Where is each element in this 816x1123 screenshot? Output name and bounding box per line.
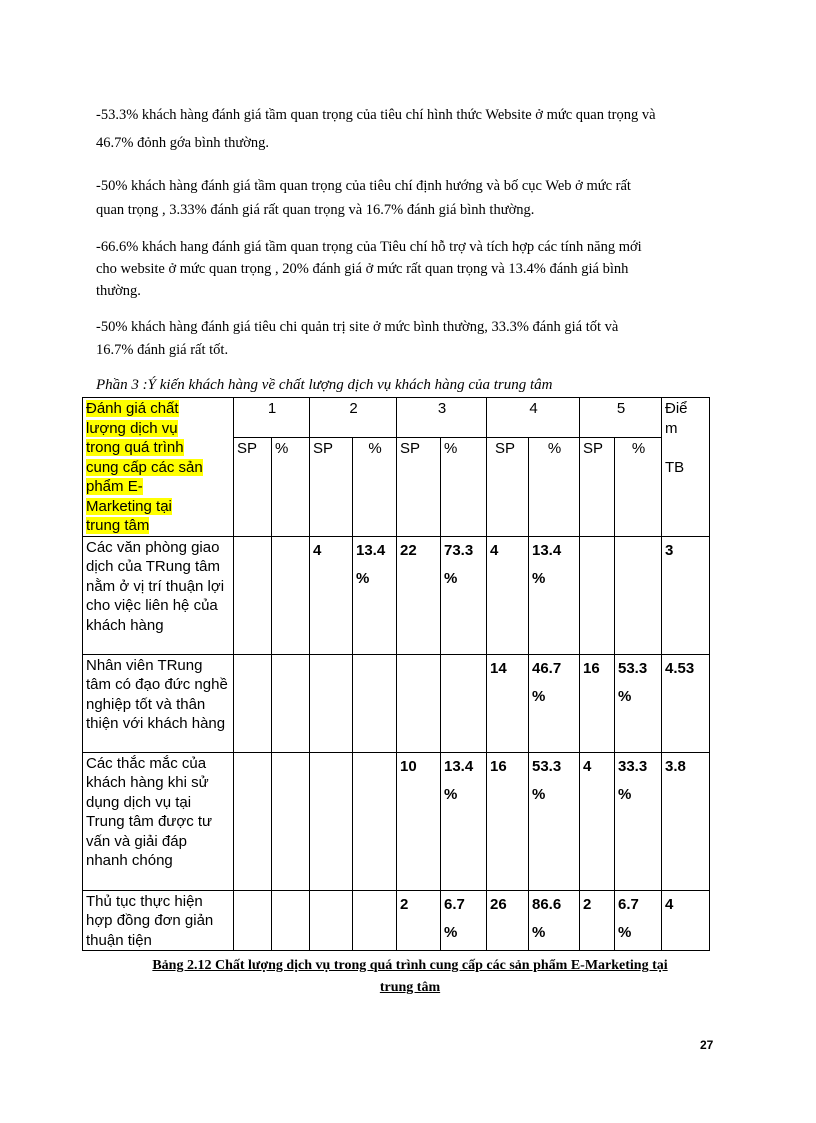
header-row xyxy=(83,398,710,438)
subheader-pct: % xyxy=(441,438,487,536)
row-criteria-label: Các thắc mắc của khách hàng khi sử dụng dịch vụ tại Trung tâm được tư vấn và giải đáp nhanh chóng xyxy=(83,752,234,890)
score-cell: 3.8 xyxy=(662,752,710,890)
paragraph-line: -66.6% khách hang đánh giá tầm quan trọng của Tiêu chí hỗ trợ và tích hợp các tính năng mới xyxy=(96,239,642,255)
paragraph-line: -50% khách hàng đánh giá tầm quan trọng của tiêu chí định hướng và bố cục Web ở mức rất xyxy=(96,178,631,194)
row-criteria-label: Nhân viên TRung tâm có đạo đức nghề nghiệp tốt và thân thiện với khách hàng xyxy=(83,654,234,752)
sp-cell: 2 xyxy=(397,890,441,951)
subheader-sp: SP xyxy=(310,438,353,536)
sp-cell xyxy=(397,654,441,752)
sp-cell: 16 xyxy=(580,654,615,752)
table-caption-line: Bảng 2.12 Chất lượng dịch vụ trong quá trình cung cấp các sản phẩm E-Marketing tại xyxy=(152,958,668,973)
pct-cell: 53.3 % xyxy=(529,752,580,890)
table-row xyxy=(83,752,710,890)
header-label-line: lượng dịch vụ xyxy=(86,419,178,437)
score-header: Điể m TB xyxy=(662,398,710,537)
subheader-pct: % xyxy=(615,438,662,536)
level-header-2: 2 xyxy=(310,398,397,438)
score-cell: 3 xyxy=(662,536,710,654)
pct-cell: 13.4 % xyxy=(441,752,487,890)
sp-cell xyxy=(310,890,353,951)
subheader-sp: SP xyxy=(487,438,529,536)
pct-cell xyxy=(272,654,310,752)
pct-cell: 53.3 % xyxy=(615,654,662,752)
header-label-line: phẩm E- xyxy=(86,478,143,495)
sp-cell: 22 xyxy=(397,536,441,654)
row-criteria-label: Các văn phòng giao dịch của TRung tâm nằm ở vị trí thuận lợi cho việc liên hệ của khách hàng xyxy=(83,536,234,654)
pct-cell: 33.3 % xyxy=(615,752,662,890)
paragraph-line: quan trọng , 3.33% đánh giá rất quan trọng và 16.7% đánh giá bình thường. xyxy=(96,202,535,218)
pct-cell: 73.3 % xyxy=(441,536,487,654)
subheader-sp: SP xyxy=(397,438,441,536)
sp-cell xyxy=(234,890,272,951)
header-label-line: cung cấp các sản xyxy=(86,458,203,476)
sp-cell: 16 xyxy=(487,752,529,890)
table-row xyxy=(83,654,710,752)
score-cell: 4.53 xyxy=(662,654,710,752)
pct-cell xyxy=(353,890,397,951)
header-label-line: trong quá trình xyxy=(86,439,184,456)
page-number: 27 xyxy=(700,1038,714,1052)
pct-cell xyxy=(353,654,397,752)
table-caption xyxy=(100,955,720,999)
table-row xyxy=(83,890,710,951)
paragraph-line: 16.7% đánh giá rất tốt. xyxy=(96,342,229,358)
header-criteria-cell xyxy=(83,398,234,537)
level-header-5: 5 xyxy=(580,398,662,438)
pct-cell: 6.7 % xyxy=(615,890,662,951)
pct-cell xyxy=(272,536,310,654)
subheader-pct: % xyxy=(529,438,580,536)
pct-cell xyxy=(353,752,397,890)
pct-cell xyxy=(441,654,487,752)
sp-cell xyxy=(310,654,353,752)
level-header-3: 3 xyxy=(397,398,487,438)
sp-cell: 4 xyxy=(310,536,353,654)
pct-cell: 46.7 % xyxy=(529,654,580,752)
sp-cell xyxy=(234,752,272,890)
sp-cell: 4 xyxy=(487,536,529,654)
sp-cell xyxy=(234,536,272,654)
sp-cell xyxy=(580,536,615,654)
paragraph-line: 46.7% đỏnh gớa bình thường. xyxy=(96,135,270,151)
subheader-pct: % xyxy=(272,438,310,536)
pct-cell: 6.7 % xyxy=(441,890,487,951)
header-label-line: Marketing tại xyxy=(86,497,172,515)
paragraph-line: cho website ở mức quan trọng , 20% đánh giá ở mức rất quan trọng và 13.4% đánh giá bình xyxy=(96,261,629,277)
service-quality-table xyxy=(82,397,710,951)
subheader-sp: SP xyxy=(580,438,615,536)
row-criteria-label: Thủ tục thực hiện hợp đồng đơn giản thuận tiện xyxy=(83,890,234,951)
section-caption: Phần 3 :Ý kiến khách hàng về chất lượng dịch vụ khách hàng của trung tâm xyxy=(96,377,553,393)
level-header-4: 4 xyxy=(487,398,580,438)
paragraph-line: -53.3% khách hàng đánh giá tầm quan trọng của tiêu chí hình thức Website ở mức quan trọng và xyxy=(96,107,656,123)
paragraph-line: -50% khách hàng đánh giá tiêu chi quản trị site ở mức bình thường, 33.3% đánh giá tốt và xyxy=(96,319,619,335)
pct-cell: 13.4 % xyxy=(353,536,397,654)
header-label-line: trung tâm xyxy=(86,517,150,534)
sp-cell xyxy=(310,752,353,890)
subheader-pct: % xyxy=(353,438,397,536)
sp-cell: 14 xyxy=(487,654,529,752)
sp-cell xyxy=(234,654,272,752)
score-cell: 4 xyxy=(662,890,710,951)
paragraph-line: thường. xyxy=(96,283,141,299)
sp-cell: 10 xyxy=(397,752,441,890)
sp-cell: 4 xyxy=(580,752,615,890)
table-caption-line: trung tâm xyxy=(379,980,441,995)
table-row xyxy=(83,536,710,654)
pct-cell xyxy=(272,752,310,890)
header-label-line: Đánh giá chất xyxy=(86,400,179,417)
subheader-sp: SP xyxy=(234,438,272,536)
sp-cell: 26 xyxy=(487,890,529,951)
level-header-1: 1 xyxy=(234,398,310,438)
pct-cell xyxy=(615,536,662,654)
pct-cell: 13.4 % xyxy=(529,536,580,654)
sp-cell: 2 xyxy=(580,890,615,951)
pct-cell: 86.6 % xyxy=(529,890,580,951)
pct-cell xyxy=(272,890,310,951)
